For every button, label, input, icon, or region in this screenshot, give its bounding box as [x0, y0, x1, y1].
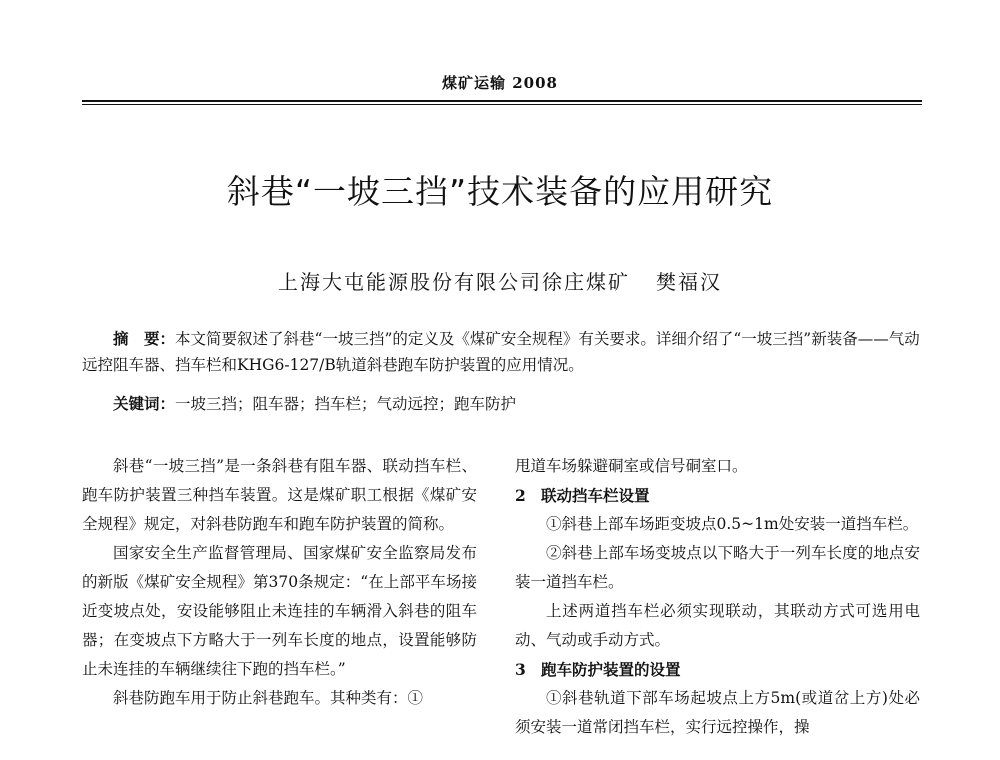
section-3-paragraph-1: ①斜巷轨道下部车场起坡点上方5m(或道岔上方)处必须安装一道常闭挡车栏，实行远控操作，操 — [515, 689, 920, 736]
keywords-text: 一坡三挡；阻车器；挡车栏；气动远控；跑车防护 — [175, 395, 517, 413]
section-3-title: 跑车防护装置的设置 — [541, 660, 681, 679]
keywords-label: 关键词： — [113, 394, 176, 413]
running-header: 煤矿运输 2008 — [442, 74, 558, 92]
abstract — [82, 326, 922, 378]
right-continuation: 甩道车场躲避硐室或信号硐室口。 — [515, 457, 748, 475]
header-rule-thin — [82, 104, 922, 105]
left-paragraph-1: 斜巷“一坡三挡”是一条斜巷有阻车器、联动挡车栏、跑车防护装置三种挡车装置。这是煤矿职工根据《煤矿安全规程》规定，对斜巷防跑车和跑车防护装置的简称。 — [82, 457, 477, 533]
author-line — [0, 266, 1000, 295]
right-column — [515, 452, 920, 742]
left-paragraph-2: 国家安全生产监督管理局、国家煤矿安全监察局发布的新版《煤矿安全规程》第370条规定：“在上部平车场接近变坡点处，安设能够阻止未连挂的车辆滑入斜巷的阻车器；在变坡点下方略大于一列车长度的地点，设置能够防止未连挂的车辆继续往下跑的挡车栏。” — [82, 544, 477, 678]
abstract-text: 本文简要叙述了斜巷“一坡三挡”的定义及《煤矿安全规程》有关要求。详细介绍了“一坡三挡”新装备——气动远控阻车器、挡车栏和KHG6-127/B轨道斜巷跑车防护装置的应用情况。 — [82, 330, 920, 374]
section-2-paragraph-3: 上述两道挡车栏必须实现联动，其联动方式可选用电动、气动或手动方式。 — [515, 602, 920, 649]
abstract-label: 摘 要： — [113, 329, 176, 348]
header-rule-thick — [82, 100, 922, 102]
section-2-number: 2 — [515, 486, 526, 505]
section-2-heading — [515, 481, 920, 510]
article-title: 斜巷“一坡三挡”技术装备的应用研究 — [226, 172, 774, 211]
left-column — [82, 452, 477, 713]
author-name: 樊福汉 — [656, 270, 722, 294]
section-2-paragraph-1: ①斜巷上部车场距变坡点0.5~1m处安装一道挡车栏。 — [546, 515, 919, 533]
keywords — [82, 391, 922, 417]
section-2-paragraph-2: ②斜巷上部车场变坡点以下略大于一列车长度的地点安装一道挡车栏。 — [515, 544, 920, 591]
left-paragraph-3: 斜巷防跑车用于防止斜巷跑车。其种类有：① — [113, 689, 424, 707]
section-3-number: 3 — [515, 660, 526, 679]
section-2-title: 联动挡车栏设置 — [541, 486, 650, 505]
author-affiliation: 上海大屯能源股份有限公司徐庄煤矿 — [278, 270, 630, 294]
section-3-heading — [515, 655, 920, 684]
